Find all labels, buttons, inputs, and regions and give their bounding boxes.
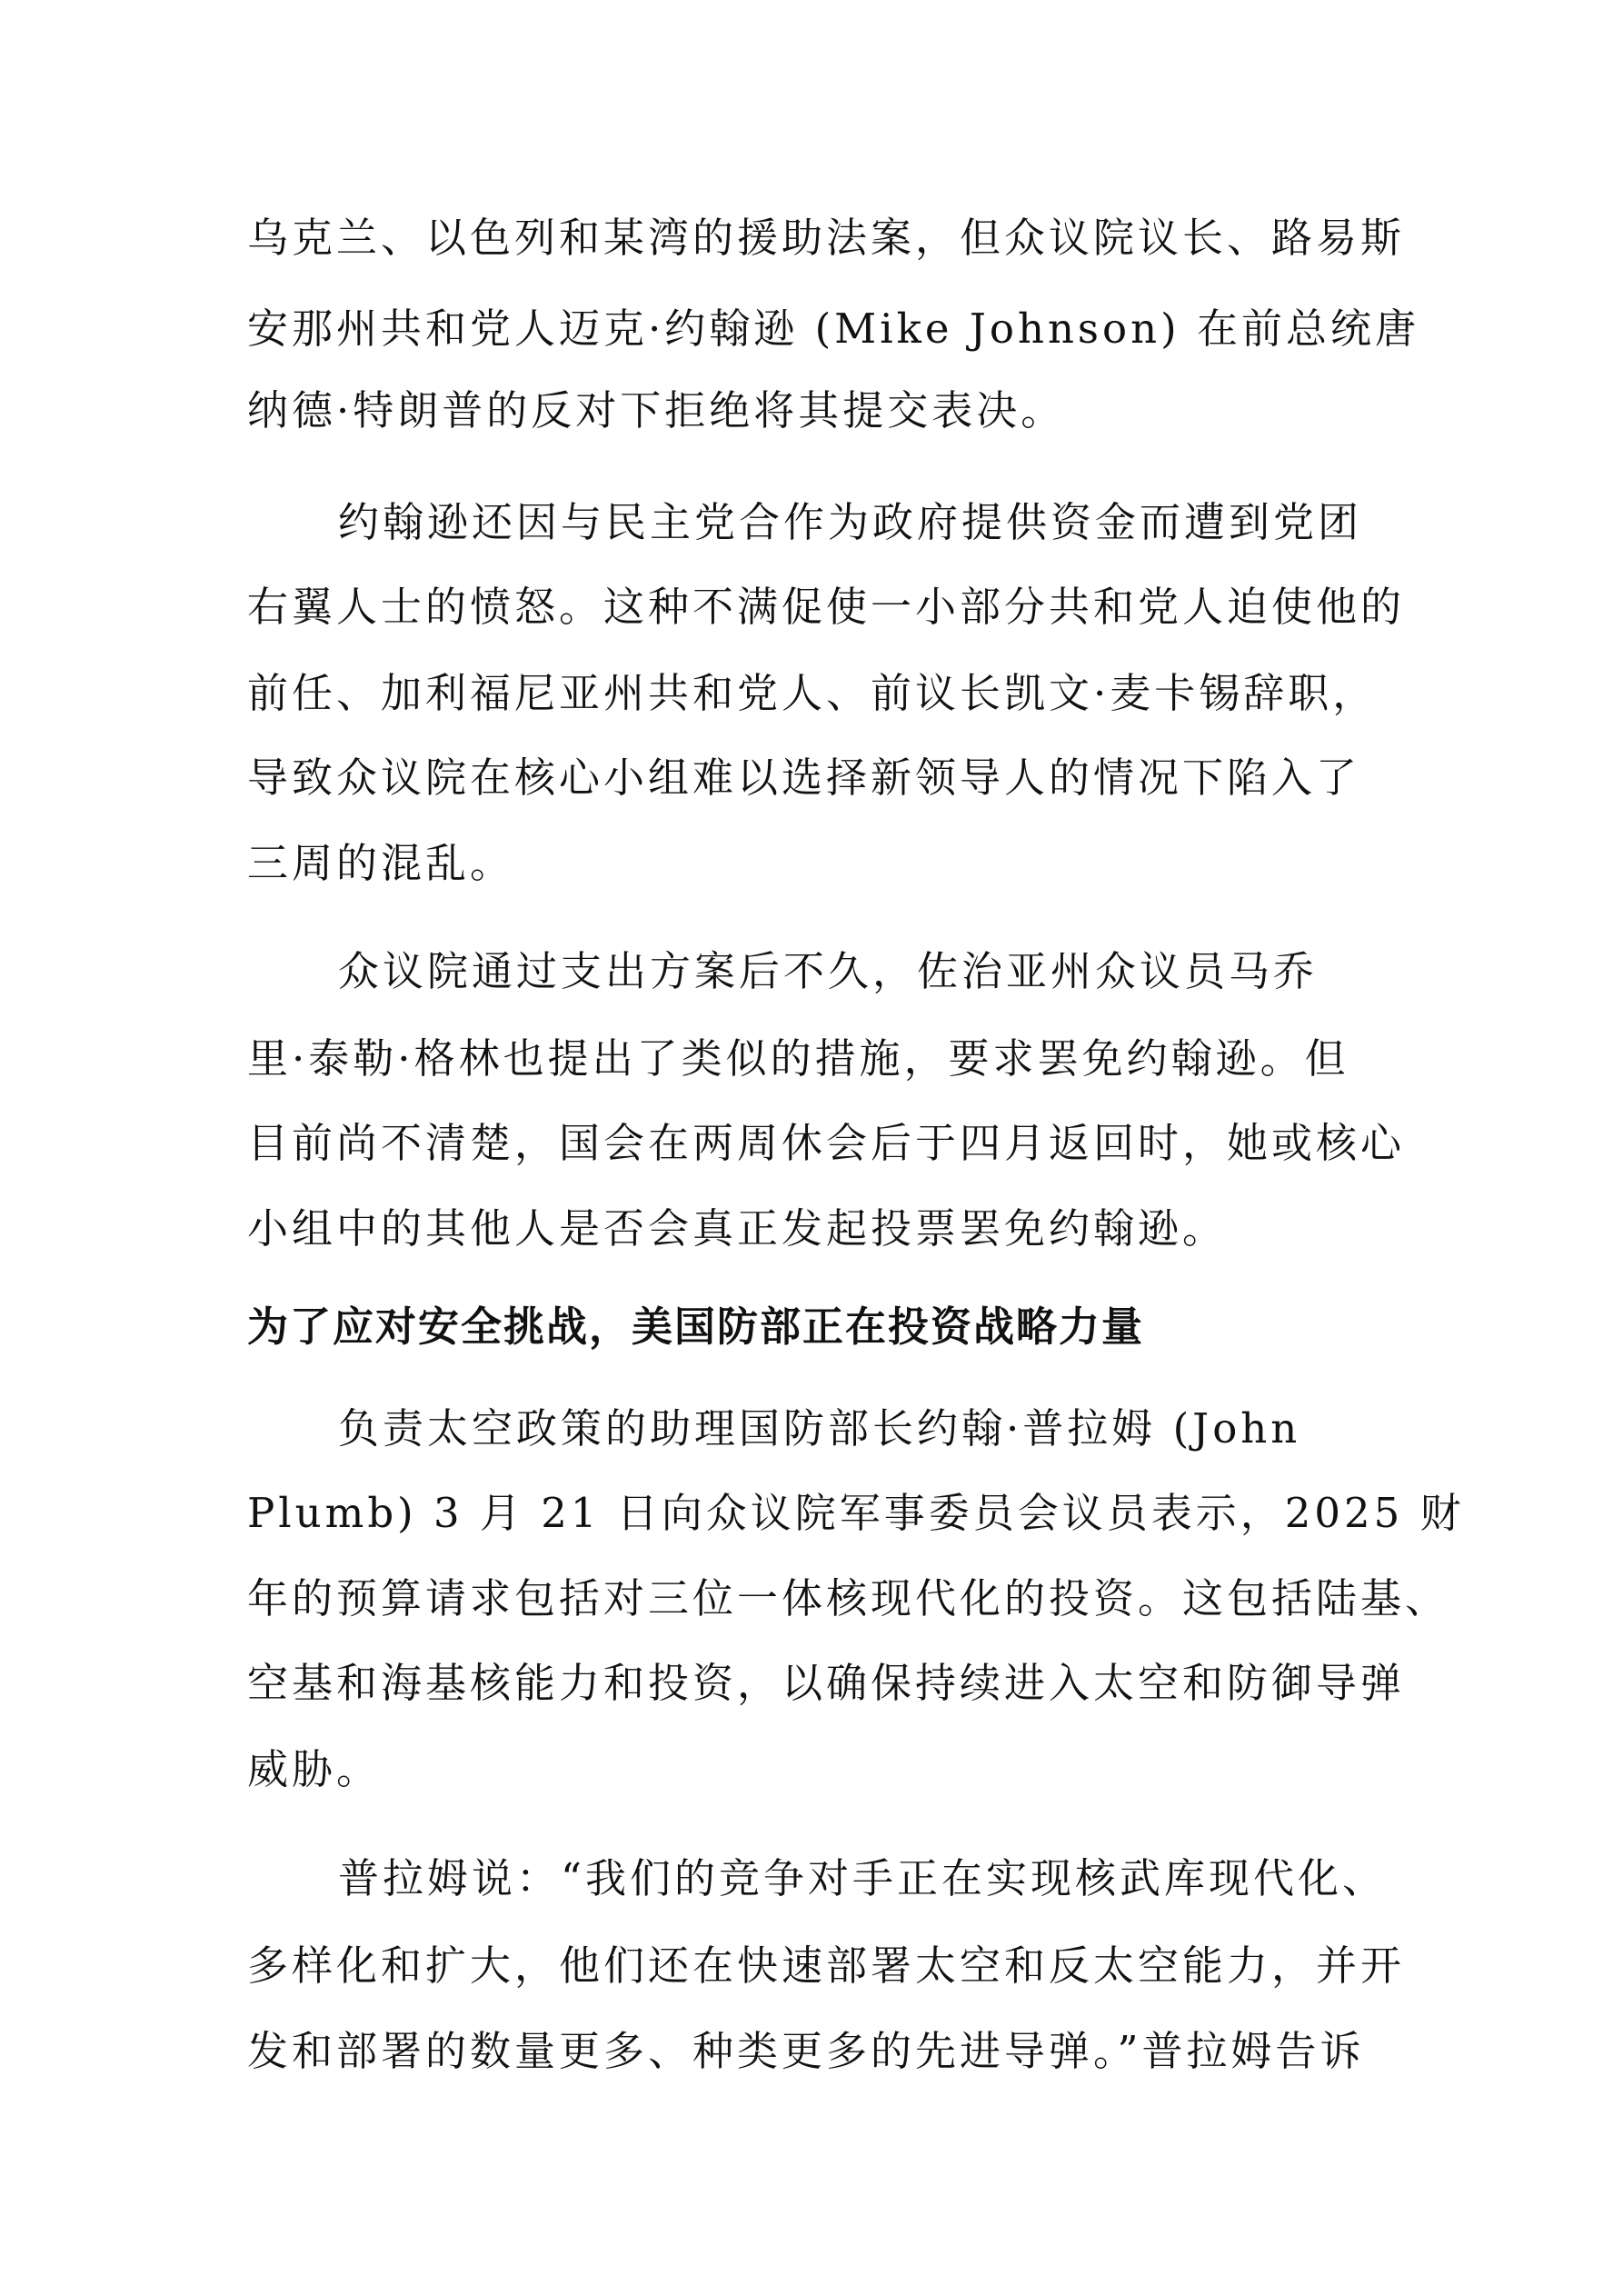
paragraph-line: 安那州共和党人迈克·约翰逊 (Mike Johnson) 在前总统唐: [247, 304, 1419, 353]
paragraph-line: 三周的混乱。: [247, 839, 515, 887]
paragraph-line: 多样化和扩大，他们还在快速部署太空和反太空能力，并开: [247, 1942, 1406, 1990]
paragraph-line: 负责太空政策的助理国防部长约翰·普拉姆 (John: [338, 1404, 1301, 1452]
paragraph-line: 导致众议院在核心小组难以选择新领导人的情况下陷入了: [247, 754, 1361, 802]
paragraph-line: 普拉姆说：“我们的竞争对手正在实现核武库现代化、: [338, 1854, 1388, 1902]
paragraph-line: Plumb) 3 月 21 日向众议院军事委员会议员表示，2025 财: [247, 1489, 1465, 1537]
paragraph-line: 众议院通过支出方案后不久，佐治亚州众议员马乔: [338, 947, 1319, 995]
paragraph-line: 右翼人士的愤怒。这种不满促使一小部分共和党人迫使他的: [247, 583, 1406, 631]
paragraph-line: 里·泰勒·格林也提出了类似的措施，要求罢免约翰逊。但: [247, 1034, 1349, 1083]
paragraph-line: 目前尚不清楚，国会在两周休会后于四月返回时，她或核心: [247, 1119, 1406, 1167]
paragraph-line: 乌克兰、以色列和某湾的援助法案，但众议院议长、路易斯: [247, 214, 1406, 262]
section-heading: 为了应对安全挑战，美国防部正在投资战略力量: [247, 1303, 1145, 1351]
paragraph-line: 空基和海基核能力和投资，以确保持续进入太空和防御导弹: [247, 1659, 1406, 1707]
paragraph-line: 发和部署的数量更多、种类更多的先进导弹。”普拉姆告诉: [247, 2027, 1365, 2075]
paragraph-line: 小组中的其他人是否会真正发起投票罢免约翰逊。: [247, 1204, 1228, 1253]
paragraph-line: 前任、加利福尼亚州共和党人、前议长凯文·麦卡锡辞职，: [247, 669, 1378, 717]
paragraph-line: 约翰逊还因与民主党合作为政府提供资金而遭到党团: [338, 498, 1363, 546]
paragraph-line: 年的预算请求包括对三位一体核现代化的投资。这包括陆基、: [247, 1574, 1450, 1622]
paragraph-line: 威胁。: [247, 1745, 382, 1793]
paragraph-line: 纳德·特朗普的反对下拒绝将其提交表决。: [247, 386, 1066, 434]
